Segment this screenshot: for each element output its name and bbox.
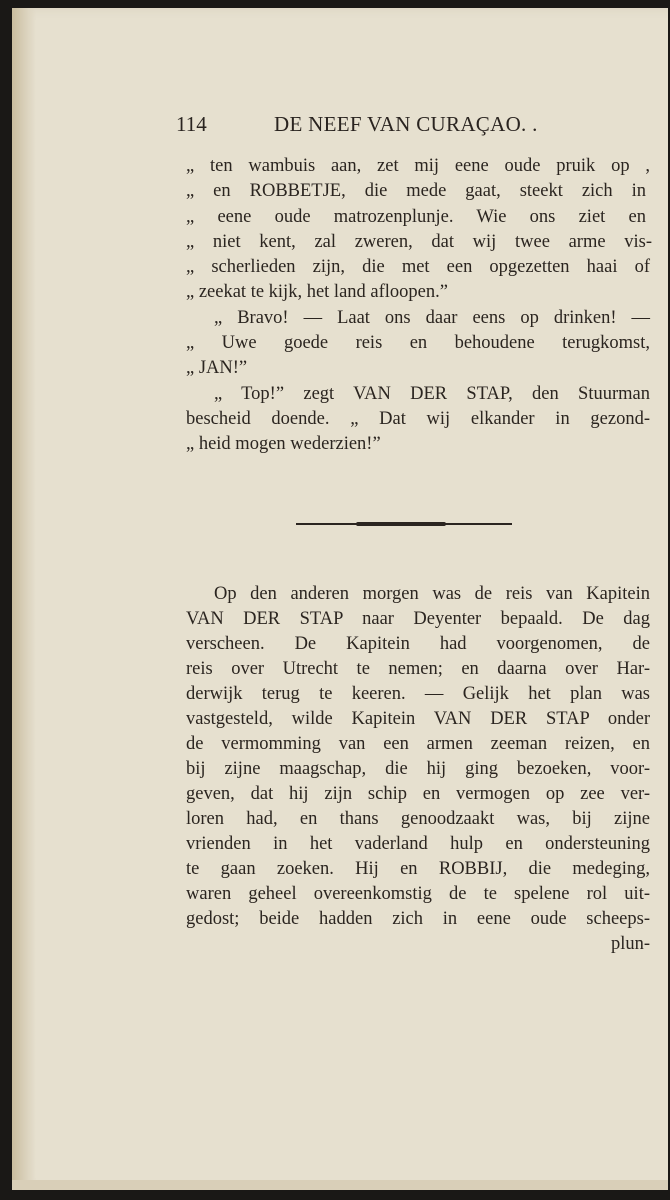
- text-line: Op den anderen morgen was de reis van Kapitein: [214, 584, 650, 604]
- text-line: „ JAN!”: [186, 358, 248, 378]
- text-line: vrienden in het vaderland hulp en ondersteuning: [186, 834, 650, 854]
- page-number: 114: [176, 112, 207, 136]
- text-line: derwijk terug te keeren. — Gelijk het plan was: [186, 684, 650, 704]
- catchword: plun-: [610, 934, 650, 954]
- text-line: bescheid doende. „ Dat wij elkander in gezond-: [186, 409, 650, 429]
- text-line: gedost; beide hadden zich in eene oude scheeps-: [186, 909, 650, 929]
- text-line: „ Bravo! — Laat ons daar eens op drinken! —: [214, 308, 650, 328]
- book-page: [12, 8, 668, 1190]
- running-header: [176, 108, 556, 142]
- text-line: „ eene oude matrozenplunje. Wie ons ziet en: [186, 207, 646, 227]
- text-line: reis over Utrecht te nemen; en daarna over Har-: [186, 659, 650, 679]
- page-bottom-edge: [12, 1180, 668, 1190]
- text-line: „ scherlieden zijn, die met een opgezetten haai of: [186, 257, 650, 277]
- text-line: „ zeekat te kijk, het land afloopen.”: [186, 282, 448, 302]
- text-line: de vermomming van een armen zeeman reizen, en: [186, 734, 650, 754]
- text-line: geven, dat hij zijn schip en vermogen op zee ver-: [186, 784, 650, 804]
- text-line: waren geheel overeenkomstig de te spelene rol uit-: [186, 884, 650, 904]
- text-line: „ Uwe goede reis en behoudene terugkomst,: [186, 333, 650, 353]
- text-line: te gaan zoeken. Hij en ROBBIJ, die medeging,: [186, 859, 650, 879]
- text-line: verscheen. De Kapitein had voorgenomen, de: [186, 634, 650, 654]
- text-line: loren had, en thans genoodzaakt was, bij zijne: [186, 809, 650, 829]
- running-title: DE NEEF VAN CURAÇAO. .: [274, 112, 538, 136]
- text-line: bij zijne maagschap, die hij ging bezoeken, voor-: [186, 759, 650, 779]
- text-line: „ heid mogen wederzien!”: [186, 434, 381, 454]
- section-divider-rule: [296, 523, 512, 525]
- text-line: vastgesteld, wilde Kapitein VAN DER STAP onder: [186, 709, 650, 729]
- page-binding-shadow: [12, 8, 36, 1190]
- text-line: „ ten wambuis aan, zet mij eene oude pruik op ,: [186, 156, 650, 176]
- text-line: „ niet kent, zal zweren, dat wij twee arme vis-: [186, 232, 652, 252]
- text-line: VAN DER STAP naar Deyenter bepaald. De dag: [186, 609, 650, 629]
- text-line: „ en ROBBETJE, die mede gaat, steekt zich in: [186, 181, 646, 201]
- text-line: „ Top!” zegt VAN DER STAP, den Stuurman: [214, 384, 650, 404]
